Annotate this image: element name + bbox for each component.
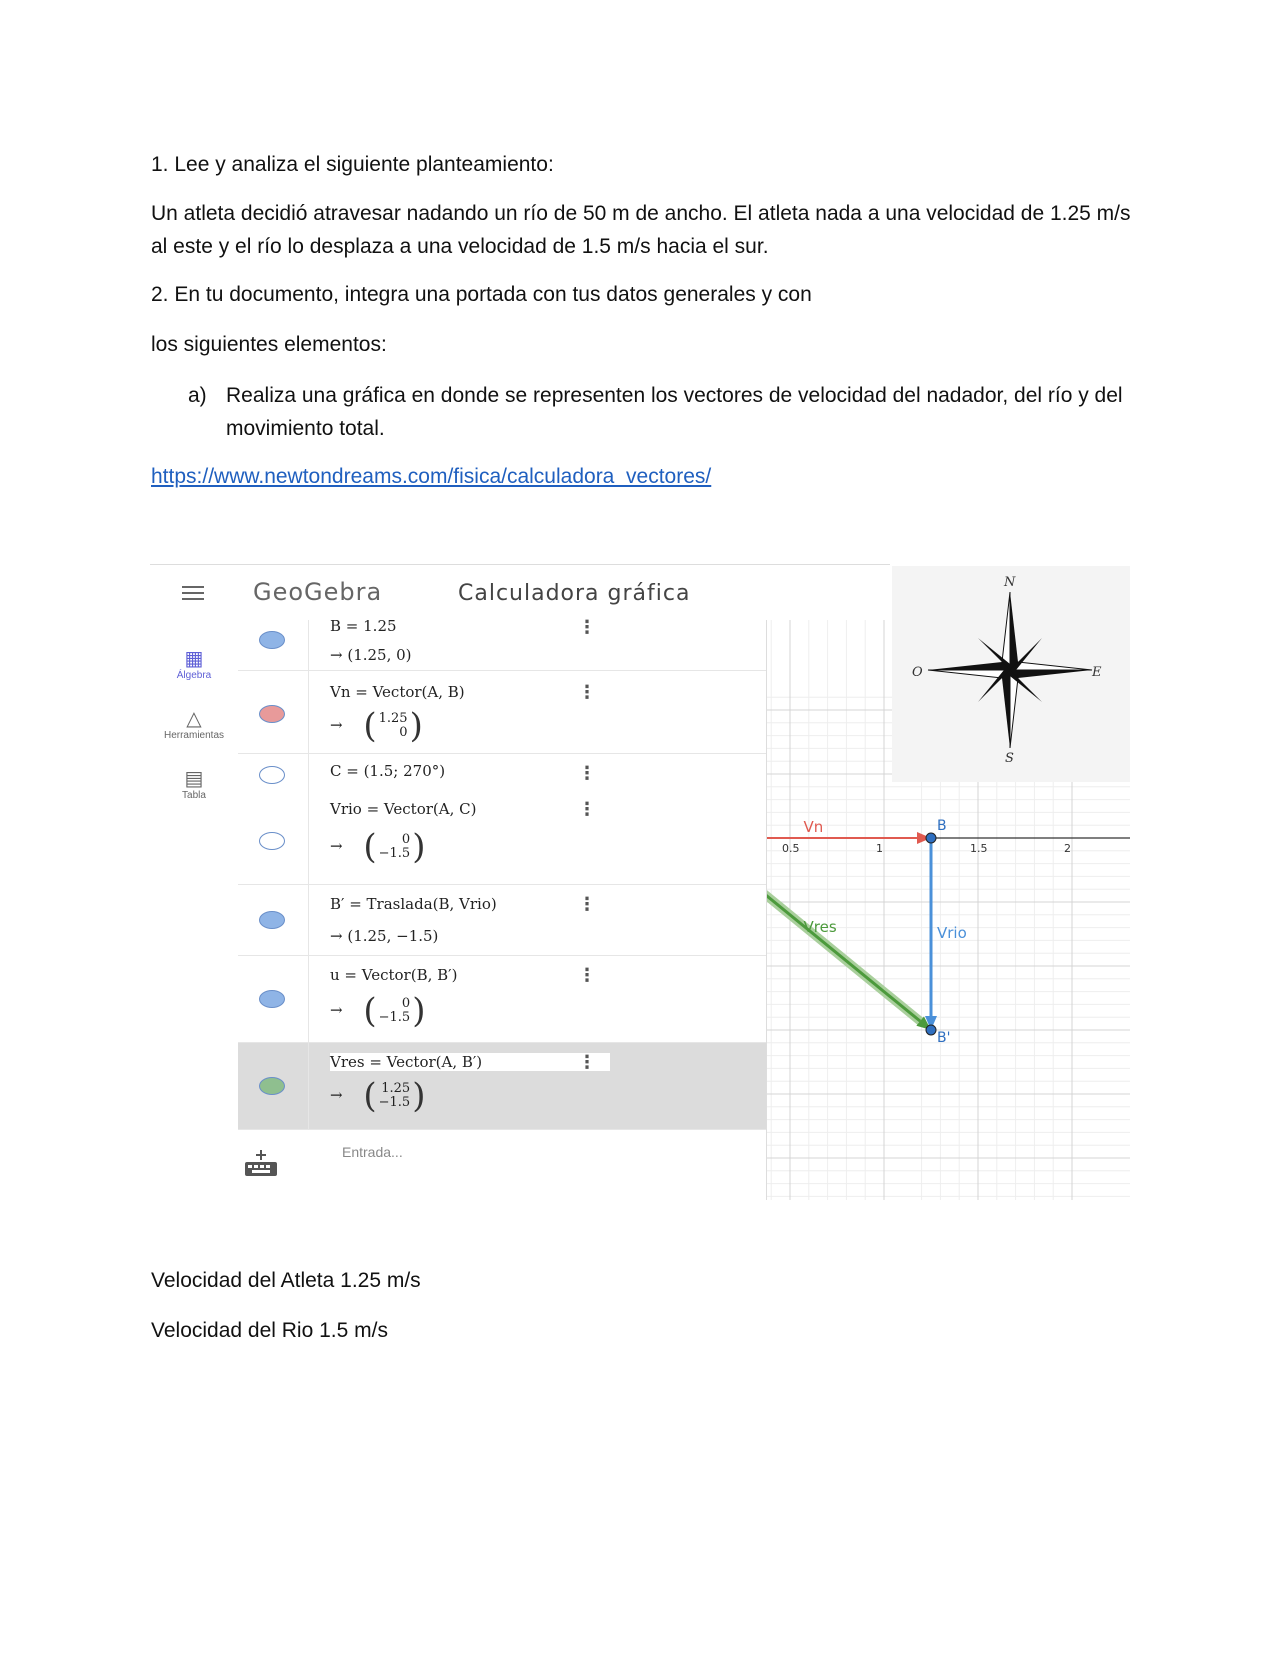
- menu-icon[interactable]: [182, 586, 204, 604]
- instruction-2: 2. En tu documento, integra una portada con tus datos generales y con: [151, 283, 812, 306]
- geogebra-header: [150, 564, 890, 621]
- tools-icon: △: [186, 708, 202, 730]
- more-options-icon[interactable]: ⋮: [578, 682, 596, 702]
- vector-x: 0: [401, 996, 411, 1011]
- more-options-icon[interactable]: ⋮: [578, 617, 596, 637]
- row-value: → ( 0 −1.5 ): [330, 991, 426, 1031]
- result-river-speed: Velocidad del Rio 1.5 m/s: [151, 1319, 388, 1342]
- more-options-icon[interactable]: ⋮: [578, 763, 596, 783]
- row-value: → ( 0 −1.5 ): [330, 827, 426, 867]
- vector-label: Vres: [803, 918, 837, 936]
- compass-north: N: [1004, 575, 1016, 590]
- table-icon: ▤: [184, 768, 204, 790]
- vector-label: Vrio: [937, 924, 967, 942]
- arrow-symbol: →: [330, 837, 343, 855]
- arrow-symbol: →: [330, 1086, 343, 1104]
- row-value: → ( 1.25 −1.5 ): [330, 1076, 426, 1116]
- instruction-2-cont: los siguientes elementos:: [151, 333, 387, 356]
- visibility-toggle[interactable]: [259, 911, 285, 929]
- tab-tools-label: Herramientas: [163, 730, 225, 741]
- more-options-icon[interactable]: ⋮: [578, 894, 596, 914]
- tab-table-label: Tabla: [182, 790, 206, 801]
- algebra-row-u[interactable]: [238, 956, 766, 1043]
- arrow-symbol: →: [330, 1001, 343, 1019]
- list-item-text: Realiza una gráfica en donde se representen los vectores de velocidad del nadador, del río y del movimiento total.: [226, 384, 1123, 440]
- algebra-row-Vres[interactable]: [238, 1043, 766, 1130]
- tool-sidebar: [150, 620, 239, 1200]
- x-tick-label: 0.5: [782, 842, 800, 855]
- algebra-row-Vn[interactable]: [238, 671, 766, 754]
- row-definition: B′ = Traslada(B, Vrio): [330, 895, 497, 913]
- x-tick-label: 2: [1064, 842, 1071, 855]
- vector-y: −1.5: [378, 846, 411, 861]
- algebra-row-Vrio[interactable]: [238, 794, 766, 885]
- more-options-icon[interactable]: ⋮: [578, 799, 596, 819]
- algebra-view: [238, 617, 767, 1200]
- point-Bprime[interactable]: [926, 1025, 936, 1035]
- vector-y: −1.5: [378, 1095, 411, 1110]
- row-definition: B = 1.25: [330, 617, 397, 635]
- vector-x: 0: [401, 832, 411, 847]
- problem-statement: Un atleta decidió atravesar nadando un río de 50 m de ancho. El atleta nada a una velocidad de 1.25 m/s al este y el río lo desplaza a una velocidad de 1.5 m/s hacia el sur.: [151, 202, 1131, 258]
- row-value: → (1.25, −1.5): [330, 927, 439, 945]
- reference-link[interactable]: https://www.newtondreams.com/fisica/calculadora_vectores/: [151, 465, 712, 488]
- x-tick-label: 1.5: [970, 842, 988, 855]
- visibility-toggle[interactable]: [259, 631, 285, 649]
- tab-algebra-label: Álgebra: [176, 670, 212, 681]
- row-definition: Vres = Vector(A, B′): [330, 1053, 610, 1071]
- row-definition: Vrio = Vector(A, C): [330, 800, 477, 818]
- list-marker: a): [188, 384, 207, 407]
- row-definition: C = (1.5; 270°): [330, 762, 446, 780]
- compass-east: E: [1092, 665, 1102, 680]
- input-bar[interactable]: Entrada...: [342, 1144, 403, 1160]
- point-label: B: [937, 818, 947, 834]
- calculator-icon: ▦: [184, 648, 204, 670]
- arrow-symbol: →: [330, 716, 343, 734]
- point-label: B': [937, 1030, 951, 1046]
- list-item-a: [188, 379, 1128, 445]
- tab-table[interactable]: [150, 768, 238, 801]
- app-title: Calculadora gráfica: [458, 581, 691, 606]
- geogebra-logo: GeoGebra: [253, 578, 383, 606]
- tab-algebra[interactable]: [150, 648, 238, 681]
- more-options-icon[interactable]: ⋮: [578, 1052, 596, 1072]
- instruction-1: 1. Lee y analiza el siguiente planteamiento:: [151, 153, 554, 176]
- vector-x: 1.25: [381, 1081, 411, 1096]
- visibility-toggle[interactable]: [259, 705, 285, 723]
- visibility-toggle[interactable]: [259, 832, 285, 850]
- row-value: → (1.25, 0): [330, 646, 412, 664]
- vector-label: Vn: [803, 818, 824, 836]
- row-definition: u = Vector(B, B′): [330, 966, 458, 984]
- vector-x: 1.25: [378, 711, 408, 726]
- algebra-row-Bprime[interactable]: [238, 885, 766, 956]
- algebra-row-C[interactable]: [238, 754, 766, 794]
- tab-tools[interactable]: [150, 708, 238, 741]
- compass-west: O: [912, 665, 923, 680]
- compass-rose-image: [892, 566, 1130, 782]
- x-tick-label: 1: [876, 842, 883, 855]
- visibility-toggle[interactable]: [259, 766, 285, 784]
- more-options-icon[interactable]: ⋮: [578, 965, 596, 985]
- visibility-toggle[interactable]: [259, 990, 285, 1008]
- geogebra-screenshot: [150, 564, 1130, 1200]
- algebra-row-B[interactable]: [238, 617, 766, 671]
- visibility-toggle[interactable]: [259, 1077, 285, 1095]
- compass-south: S: [1005, 751, 1014, 766]
- row-definition: Vn = Vector(A, B): [330, 683, 465, 701]
- point-B[interactable]: [926, 833, 936, 843]
- vector-y: −1.5: [378, 1010, 411, 1025]
- keyboard-icon[interactable]: [244, 1150, 278, 1176]
- result-athlete-speed: Velocidad del Atleta 1.25 m/s: [151, 1269, 421, 1292]
- row-value: → ( 1.25 0 ): [330, 706, 423, 746]
- vector-y: 0: [399, 725, 408, 740]
